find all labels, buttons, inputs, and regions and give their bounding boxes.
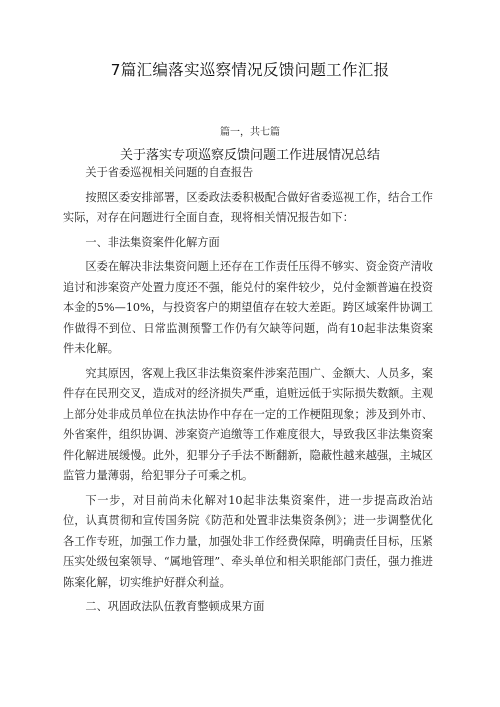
subheading-illegal-fundraising: 一、非法集资案件化解方面 bbox=[85, 235, 220, 249]
section-label: 篇一，共七篇 bbox=[220, 127, 280, 138]
section-title: 关于落实专项巡察反馈问题工作进展情况总结 bbox=[119, 148, 380, 163]
report-heading: 关于省委巡视相关问题的自查报告 bbox=[85, 166, 254, 179]
intro-paragraph: 按照区委安排部署，区委政法委积极配合做好省委巡视工作，结合工作实际，对存在问题进行全面自查，现将相关情况报告如下： bbox=[63, 190, 433, 224]
paragraph-causes: 究其原因，客观上我区非法集资案件涉案范围广、金额大、人员多，案件存在民刑交叉，造成对的经济损失严重，追赃远低于实际损失数额。主观上部分处非成员单位在执法协作中存在一定的工作梗阻现象；涉及到外市、外省案件，组织协调、涉案资产追缴等工作难度很大，导致我区非法集资案件化解进展缓慢。此外，犯罪分子手法不断翻新，隐蔽性越来越强，主城区监管力量薄弱，给犯罪分子可乘之机。 bbox=[63, 366, 433, 482]
document-title: 7篇汇编落实巡察情况反馈问题工作汇报 bbox=[110, 61, 390, 79]
document-body bbox=[63, 163, 433, 618]
paragraph-problems: 区委在解决非法集资问题上还存在工作责任压得不够实、资金资产清收追讨和涉案资产处置力度还不强，能兑付的案件较少，兑付金额普遍在投资本金的5%—10%，与投资客户的期望值存在较大差距。跨区域案件协调工作做得不到位、日常监测预警工作仍有欠缺等问题，尚有10起非法集资案件未化解。 bbox=[63, 260, 433, 355]
paragraph-next-steps: 下一步，对目前尚未化解对10起非法集资案件，进一步提高政治站位，认真贯彻和宣传国务院《防范和处置非法集资条例》；进一步调整优化各工作专班，加强工作力量，加强处非工作经费保障，明确责任目标，压紧压实处级包案领导、“属地管理”、牵头单位和相关职能部门责任，强力推进陈案化解，切实维护好群众利益。 bbox=[63, 493, 433, 589]
subheading-team-education: 二、巩固政法队伍教育整顿成果方面 bbox=[85, 600, 265, 613]
